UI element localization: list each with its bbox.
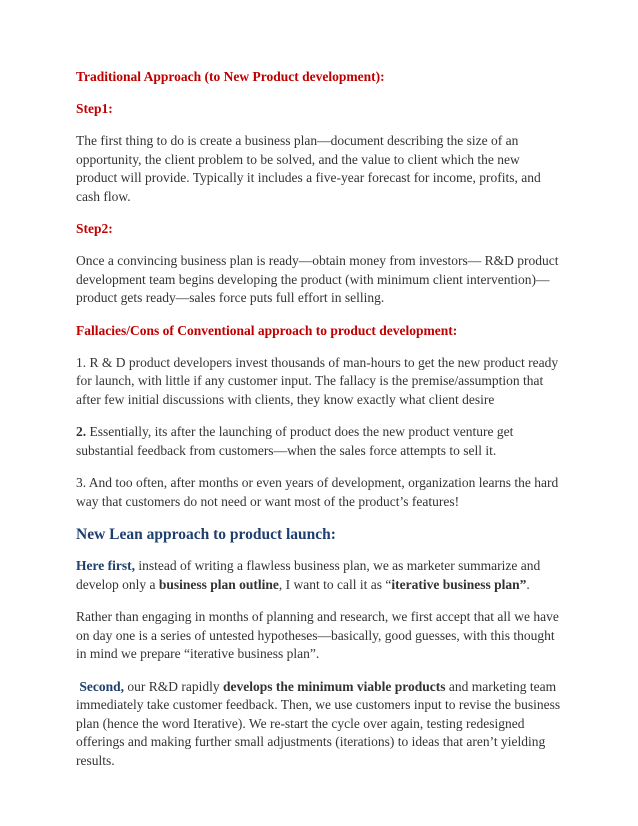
fallacy-3-paragraph: 3. And too often, after months or even years of development, organization learns the hard way that customers do not need or want most of the product’s features! [76, 475, 559, 509]
fallacy-2-number: 2. [76, 424, 87, 439]
lean-1-bold-a: business plan outline [158, 576, 279, 592]
lean-3-text-b: and marketing team immediately take customer feedback. Then, we use customers input to revise the business plan (hence the word Iterative). We re-start the cycle over again, testing redesigned offerings and making further small adjustments (iterations) to ideas that aren’t yielding results. [76, 678, 561, 768]
lean-1-bold-b: iterative business plan” [391, 576, 527, 592]
fallacy-2-paragraph [76, 423, 562, 460]
lean-paragraph-2: Rather than engaging in months of planning and research, we first accept that all we have on day one is a series of untested hypotheses—basically, good guesses, with this thought in mind we prepare “iterative business plan”. [76, 609, 559, 661]
heading-lean-approach: New Lean approach to product launch: [76, 526, 336, 543]
document-body [76, 68, 562, 770]
lean-1-text-c: . [526, 576, 530, 592]
step1-label: Step1: [76, 101, 113, 116]
step2-label: Step2: [76, 221, 113, 236]
lean-3-text-a: our R&D rapidly [124, 678, 224, 694]
step2-paragraph: Once a convincing business plan is ready—obtain money from investors— R&D product development team begins developing the product (with minimum client intervention)—product gets ready—sales force puts full effort in selling. [76, 253, 559, 305]
lean-paragraph-1 [76, 557, 562, 594]
lean-3-lead: Second, [79, 678, 125, 694]
step1-paragraph: The first thing to do is create a business plan—document describing the size of an opportunity, the client problem to be solved, and the value to client which the new product will provide. Typically it includes a five-year forecast for income, profits, and cash flow. [76, 133, 541, 204]
heading-traditional-approach: Traditional Approach (to New Product development): [76, 69, 385, 84]
lean-1-lead: Here first, [76, 558, 135, 573]
lean-3-bold-a: develops the minimum viable products [223, 678, 446, 694]
lean-paragraph-3 [76, 678, 562, 771]
heading-fallacies: Fallacies/Cons of Conventional approach to product development: [76, 322, 458, 338]
lean-1-text-a: instead of writing a flawless business plan, we as marketer summarize and develop only a [76, 558, 541, 592]
fallacy-2-text: Essentially, its after the launching of product does the new product venture get substantial feedback from customers—when the sales force attempts to sell it. [76, 424, 514, 458]
fallacy-1-paragraph: 1. R & D product developers invest thousands of man-hours to get the new product ready for launch, with little if any customer input. The fallacy is the premise/assumption that after few initial discussions with clients, they know exactly what client desire [76, 354, 559, 407]
lean-1-text-b: , I want to call it as “ [278, 576, 392, 592]
